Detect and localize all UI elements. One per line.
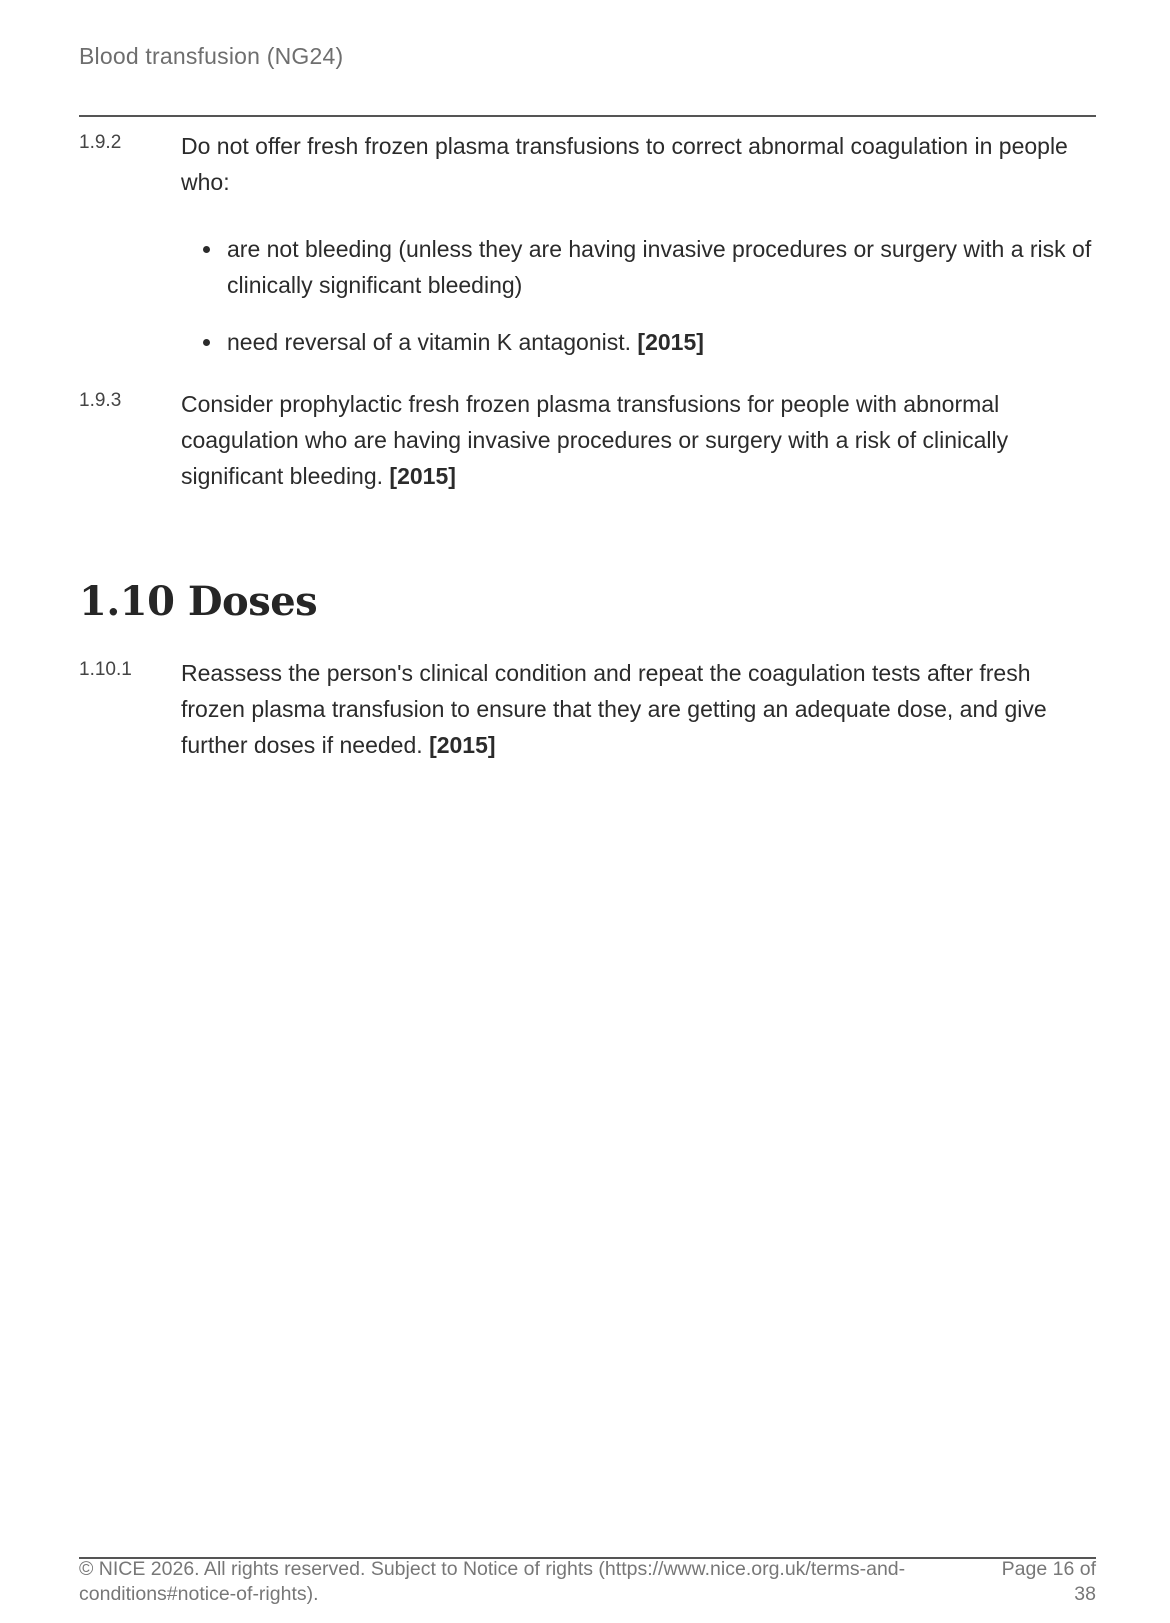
recommendation-1-9-3 — [79, 386, 1096, 494]
recommendation-number: 1.9.3 — [79, 390, 122, 411]
recommendation-body — [181, 128, 1096, 360]
year-tag: [2015] — [429, 732, 496, 758]
bullet-list — [181, 231, 1096, 360]
list-item — [181, 231, 1096, 303]
bullet-icon — [203, 246, 210, 253]
recommendation-1-10-1 — [79, 655, 1096, 763]
recommendation-body — [181, 655, 1096, 763]
recommendation-text: Reassess the person's clinical condition and repeat the coagulation tests after fresh frozen plasma transfusion to ensure that they are getting an adequate dose, and give further doses if needed. — [181, 660, 1047, 758]
year-tag: [2015] — [637, 329, 704, 355]
section-heading: 1.10 Doses — [79, 578, 318, 625]
footer-page-number: Page 16 of 38 — [1001, 1558, 1096, 1605]
recommendation-1-9-2 — [79, 128, 1096, 360]
bullet-icon — [203, 339, 210, 346]
page-header-title: Blood transfusion (NG24) — [79, 43, 344, 69]
recommendation-intro: Do not offer fresh frozen plasma transfusions to correct abnormal coagulation in people who: — [181, 133, 1068, 195]
footer-copyright: © NICE 2026. All rights reserved. Subject to Notice of rights (https://www.nice.org.uk/terms-and-conditions#notice-of-rights). — [79, 1558, 906, 1605]
list-item — [181, 324, 1096, 360]
recommendation-text: Consider prophylactic fresh frozen plasma transfusions for people with abnormal coagulation who are having invasive procedures or surgery with a risk of clinically significant bleeding. — [181, 391, 1009, 489]
recommendation-body — [181, 386, 1096, 494]
list-item-text: need reversal of a vitamin K antagonist. — [227, 329, 632, 355]
header-divider — [79, 115, 1096, 117]
list-item-text: are not bleeding (unless they are having invasive procedures or surgery with a risk of clinically significant bleeding) — [227, 236, 1092, 298]
recommendation-number: 1.10.1 — [79, 659, 132, 680]
recommendation-number: 1.9.2 — [79, 132, 122, 153]
year-tag: [2015] — [389, 463, 456, 489]
